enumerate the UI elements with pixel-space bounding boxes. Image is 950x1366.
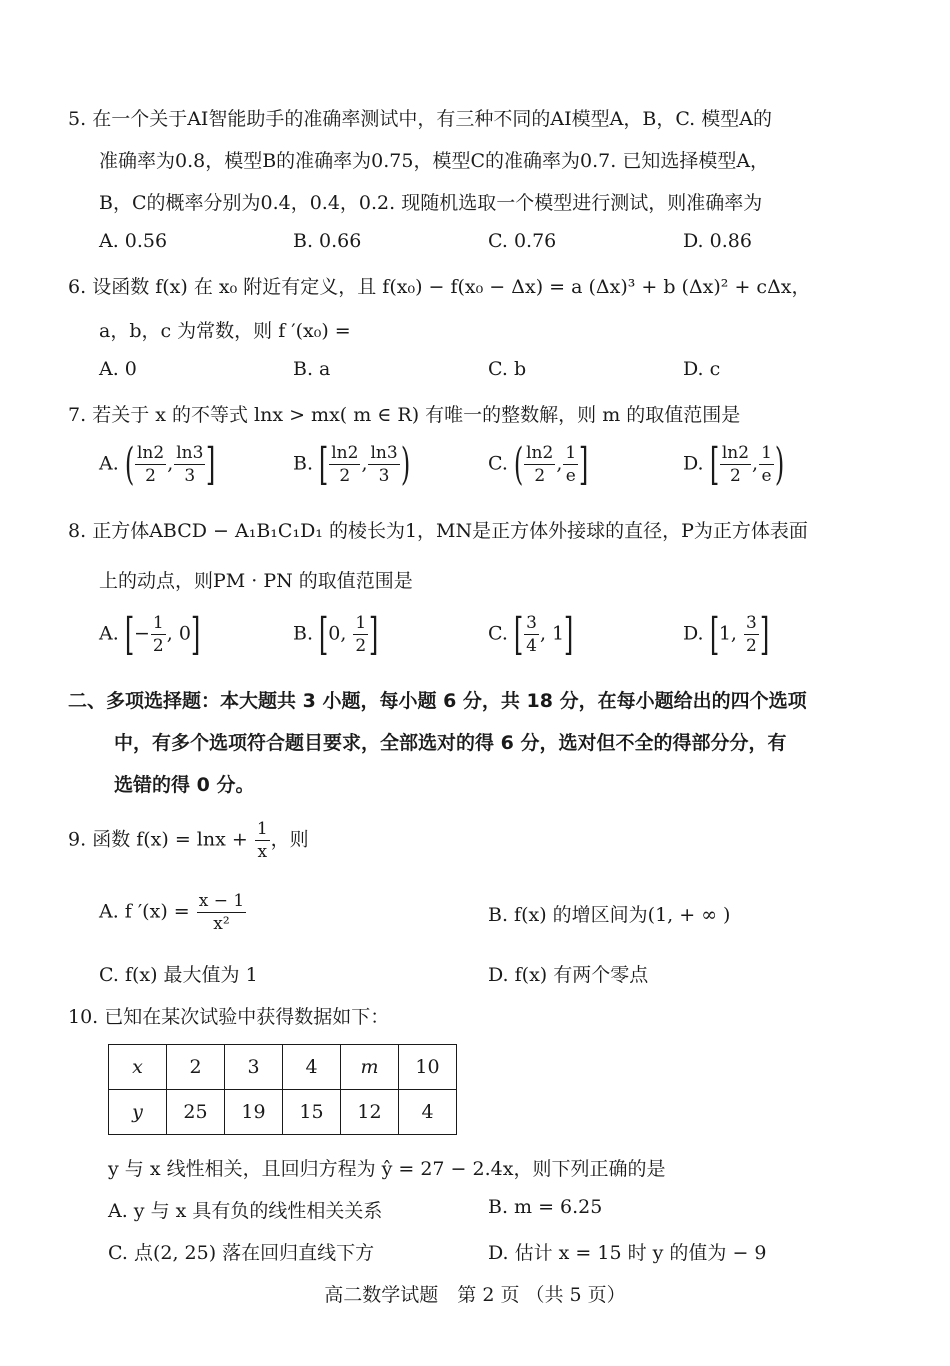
section2-heading-line1: 二、多项选择题：本大题共 3 小题，每小题 6 分，共 18 分，在每小题给出的四个选项 <box>68 690 807 712</box>
q6-line2: a，b，c 为常数，则 f ′(x₀) = <box>99 320 351 342</box>
table-cell: m <box>341 1045 399 1090</box>
q6-option-a: A. 0 <box>99 358 137 380</box>
q8-option-b: B. [0, $\frac{1}{2}$ ] <box>293 608 379 660</box>
section2-heading-line2: 中，有多个选项符合题目要求，全部选对的得 6 分，选对但不全的得部分分，有 <box>114 732 787 754</box>
q10-option-c: C. 点(2, 25) 落在回归直线下方 <box>108 1242 375 1264</box>
q8-option-c: C. [ $\frac{3}{4}$ , 1] <box>488 608 574 660</box>
q10-option-a: A. y 与 x 具有负的线性相关关系 <box>108 1200 383 1222</box>
q5-option-b: B. 0.66 <box>293 230 362 252</box>
table-cell: 12 <box>341 1090 399 1135</box>
table-cell: y <box>109 1090 167 1135</box>
q10-option-d: D. 估计 x = 15 时 y 的值为 − 9 <box>488 1242 767 1264</box>
q9-stem: 9. 函数 f(x) = lnx + $\frac{1}{x}$ ，则 <box>68 819 309 862</box>
q8-line1: 8. 正方体ABCD − A₁B₁C₁D₁ 的棱长为1，MN是正方体外接球的直径，P为正方体表面 <box>68 520 808 542</box>
q6-option-d: D. c <box>683 358 721 380</box>
q9-option-b: B. f(x) 的增区间为(1, + ∞ ) <box>488 904 731 926</box>
q9-option-c: C. f(x) 最大值为 1 <box>99 964 258 986</box>
q5-line3: B，C的概率分别为0.4，0.4，0.2. 现随机选取一个模型进行测试，则准确率为 <box>99 192 763 214</box>
q7-option-c: C. ( $\frac{\ln 2}{2}$ , $\frac{1}{e}$ ] <box>488 438 589 490</box>
q5-option-a: A. 0.56 <box>99 230 168 252</box>
q5-option-c: C. 0.76 <box>488 230 557 252</box>
page-footer: 高二数学试题 第 2 页 （共 5 页） <box>324 1284 626 1306</box>
q5-line2: 准确率为0.8，模型B的准确率为0.75，模型C的准确率为0.7. 已知选择模型A， <box>99 150 770 172</box>
table-cell: 25 <box>167 1090 225 1135</box>
table-row <box>109 1090 457 1135</box>
q9-option-a: A. f ′(x) = $\frac{x - 1}{\text{x²}}$ <box>99 891 245 934</box>
q9-option-d: D. f(x) 有两个零点 <box>488 964 649 986</box>
q10-option-b: B. m = 6.25 <box>488 1196 603 1218</box>
table-cell: x <box>109 1045 167 1090</box>
q7-option-d: D. [ $\frac{\ln 2}{2}$ , $\frac{1}{e}$ ) <box>683 438 785 490</box>
q8-option-a: A. [− $\frac{1}{2}$ , 0] <box>99 608 201 660</box>
q10-line2: y 与 x 线性相关，且回归方程为 ŷ = 27 − 2.4x，则下列正确的是 <box>108 1158 666 1180</box>
q8-line2: 上的动点，则PM · PN 的取值范围是 <box>99 570 413 592</box>
data-table <box>108 1044 457 1135</box>
q7-line1: 7. 若关于 x 的不等式 lnx > mx( m ∈ R) 有唯一的整数解，则 m 的取值范围是 <box>68 404 741 426</box>
q6-option-c: C. b <box>488 358 527 380</box>
table-cell: 19 <box>225 1090 283 1135</box>
q8-option-d: D. [1, $\frac{3}{2}$ ] <box>683 608 770 660</box>
table-cell: 3 <box>225 1045 283 1090</box>
q5-option-d: D. 0.86 <box>683 230 752 252</box>
table-row <box>109 1045 457 1090</box>
table-cell: 2 <box>167 1045 225 1090</box>
section2-heading-line3: 选错的得 0 分。 <box>114 774 255 796</box>
q7-option-b: B. [ $\frac{\ln 2}{2}$ , $\frac{\ln 3}{3}$ ) <box>293 438 410 490</box>
table-cell: 10 <box>399 1045 457 1090</box>
table-cell: 15 <box>283 1090 341 1135</box>
q6-option-b: B. a <box>293 358 331 380</box>
q7-option-a: A. ( $\frac{\ln 2}{2}$ , $\frac{\ln 3}{3}$ ] <box>99 438 216 490</box>
table-cell: 4 <box>283 1045 341 1090</box>
q5-line1: 5. 在一个关于AI智能助手的准确率测试中，有三种不同的AI模型A，B，C. 模型A的 <box>68 108 772 130</box>
table-cell: 4 <box>399 1090 457 1135</box>
q10-line1: 10. 已知在某次试验中获得数据如下： <box>68 1006 390 1028</box>
q6-line1: 6. 设函数 f(x) 在 x₀ 附近有定义，且 f(x₀) − f(x₀ − Δx) = a (Δx)³ + b (Δx)² + cΔx， <box>68 276 811 298</box>
